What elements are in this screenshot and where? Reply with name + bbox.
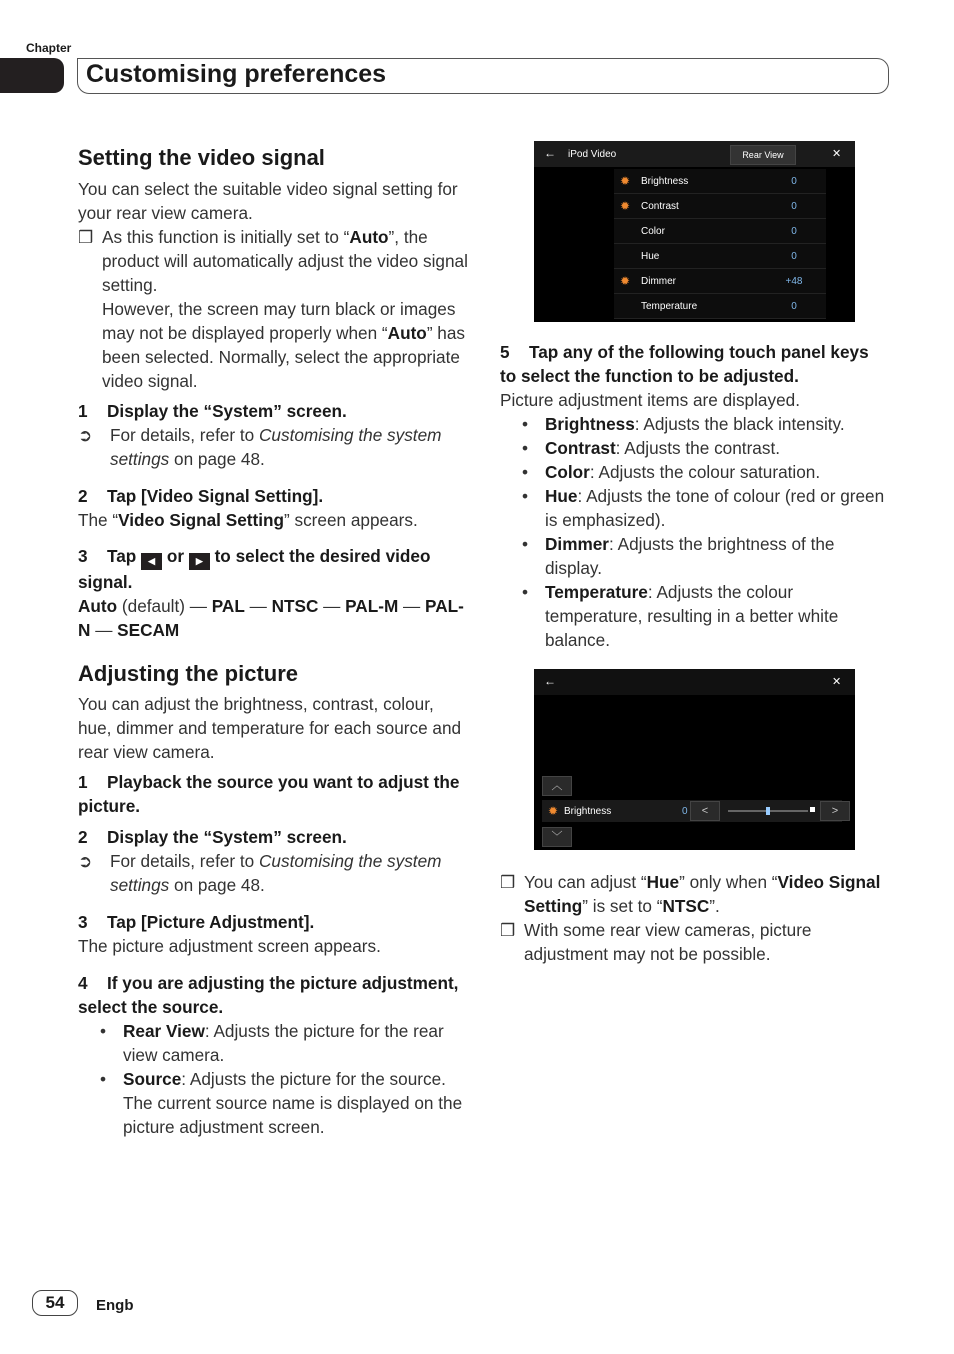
- list-item: • Brightness: Adjusts the black intensity.: [522, 414, 845, 434]
- left-column: [78, 144, 470, 1139]
- reference-arrow-icon: ➲: [78, 851, 93, 871]
- adjusting-picture-intro: You can adjust the brightness, contrast, colour, hue, dimmer and temperature for each source and rear view camera.: [78, 694, 462, 762]
- setting-row[interactable]: [614, 169, 826, 194]
- list-item-source: • Source: Adjusts the picture for the source. The current source name is displayed on the picture adjustment screen.: [100, 1069, 463, 1137]
- picture-reference-note: ➲ For details, refer to Customising the system settings on page 48.: [78, 851, 442, 895]
- slider-end-marker: [810, 807, 815, 812]
- sun-icon: ✹: [620, 199, 631, 213]
- setting-label: Contrast: [641, 201, 679, 212]
- list-item: • Hue: Adjusts the tone of colour (red or green is emphasized).: [522, 486, 885, 530]
- setting-label: Dimmer: [641, 276, 676, 287]
- setting-value: 0: [791, 201, 797, 212]
- chapter-tab: [0, 58, 64, 93]
- camera-note: ❒ With some rear view cameras, picture adjustment may not be possible.: [500, 920, 812, 964]
- close-icon: ✕: [832, 676, 842, 688]
- video-signal-options: Auto (default) — PAL — NTSC — PAL-M — PAL-N — SECAM: [78, 596, 464, 640]
- setting-row[interactable]: [614, 269, 826, 294]
- list-item-rear-view: • Rear View: Adjusts the picture for the rear view camera.: [100, 1021, 444, 1065]
- setting-row[interactable]: [614, 194, 826, 219]
- decrease-button[interactable]: <: [690, 801, 720, 821]
- right-column: [500, 340, 885, 652]
- list-item: • Dimmer: Adjusts the brightness of the display.: [522, 534, 835, 578]
- note-marker: ❒: [78, 227, 94, 247]
- setting-value: 0: [791, 251, 797, 262]
- setting-value: +48: [785, 276, 803, 287]
- reference-link[interactable]: Customising the system settings: [110, 851, 442, 895]
- back-arrow-icon: ←: [544, 674, 556, 688]
- step-3-heading: 3 Tap ◀ or ▶ to select the desired video signal.: [78, 546, 431, 592]
- reference-note: ➲ For details, refer to Customising the system settings on page 48.: [78, 425, 442, 469]
- close-icon: ✕: [832, 148, 842, 160]
- list-item: • Contrast: Adjusts the contrast.: [522, 438, 780, 458]
- setting-value: 0: [791, 226, 797, 237]
- rear-view-tab[interactable]: Rear View: [730, 145, 796, 165]
- brightness-adjustment-screenshot: [534, 669, 855, 850]
- setting-label: Color: [641, 226, 665, 237]
- hue-notes: [500, 870, 885, 966]
- setting-label: Hue: [641, 251, 660, 262]
- setting-value: 0: [791, 301, 797, 312]
- screenshot-topbar: [534, 669, 855, 695]
- sun-icon: ✹: [620, 274, 631, 288]
- step-2-heading: 2 Tap [Video Signal Setting].: [78, 486, 324, 506]
- setting-value: 0: [791, 176, 797, 187]
- screenshot-topbar: [534, 141, 855, 167]
- brightness-slider[interactable]: [728, 810, 808, 812]
- picture-step-4-heading: 4 If you are adjusting the picture adjustment, select the source.: [78, 973, 459, 1017]
- step-5-heading: 5 Tap any of the following touch panel keys to select the function to be adjusted.: [500, 342, 869, 386]
- step-1-heading: 1 Display the “System” screen.: [78, 401, 347, 421]
- video-signal-intro: You can select the suitable video signal setting for your rear view camera.: [78, 179, 458, 223]
- setting-row[interactable]: [614, 219, 826, 244]
- list-item: • Temperature: Adjusts the colour temperature, resulting in a better white balance.: [522, 582, 839, 650]
- source-title: iPod Video: [568, 149, 617, 160]
- scroll-down-button[interactable]: ﹀: [542, 827, 572, 847]
- right-arrow-icon: ▶: [189, 553, 210, 570]
- setting-label: Brightness: [641, 176, 689, 187]
- video-signal-note: ❒ As this function is initially set to “Auto”, the product will automatically adjust the video signal setting. However, the screen may turn black or images may not be displayed properly when “Auto” has been selected. Normally, select the appropriate video signal.: [78, 227, 468, 391]
- increase-button[interactable]: >: [820, 801, 850, 821]
- brightness-row: [542, 800, 842, 822]
- page-title: Customising preferences: [86, 60, 387, 88]
- hue-note: ❒ You can adjust “Hue” only when “Video Signal Setting” is set to “NTSC”.: [500, 872, 881, 916]
- back-arrow-icon: ←: [544, 146, 556, 160]
- picture-step-2-heading: 2 Display the “System” screen.: [78, 827, 347, 847]
- language-code: Engb: [96, 1297, 134, 1314]
- picture-step-3-heading: 3 Tap [Picture Adjustment].: [78, 912, 315, 932]
- sun-icon: ✹: [548, 804, 559, 818]
- sun-icon: ✹: [620, 174, 631, 188]
- reference-arrow-icon: ➲: [78, 425, 93, 445]
- scroll-up-button[interactable]: ︿: [542, 776, 572, 796]
- left-arrow-icon: ◀: [141, 553, 162, 570]
- picture-step-1-heading: 1 Playback the source you want to adjust the picture.: [78, 772, 460, 816]
- section-heading-adjusting-picture: Adjusting the picture: [78, 661, 298, 686]
- chapter-label: Chapter: [26, 41, 72, 55]
- picture-step-3-text: The picture adjustment screen appears.: [78, 936, 381, 956]
- reference-link[interactable]: Customising the system settings: [110, 425, 442, 469]
- setting-row[interactable]: [614, 294, 826, 319]
- step-5-text: Picture adjustment items are displayed.: [500, 390, 800, 410]
- page-number: 54: [32, 1290, 78, 1316]
- setting-label: Temperature: [641, 301, 698, 312]
- brightness-value: 0: [682, 806, 688, 817]
- brightness-label: Brightness: [564, 806, 612, 817]
- setting-row[interactable]: [614, 244, 826, 269]
- step-2-text: The “Video Signal Setting” screen appears.: [78, 510, 418, 530]
- picture-adjustment-screenshot: [534, 141, 855, 322]
- list-item: • Color: Adjusts the colour saturation.: [522, 462, 821, 482]
- slider-knob[interactable]: [766, 807, 770, 815]
- section-heading-video-signal: Setting the video signal: [78, 145, 325, 170]
